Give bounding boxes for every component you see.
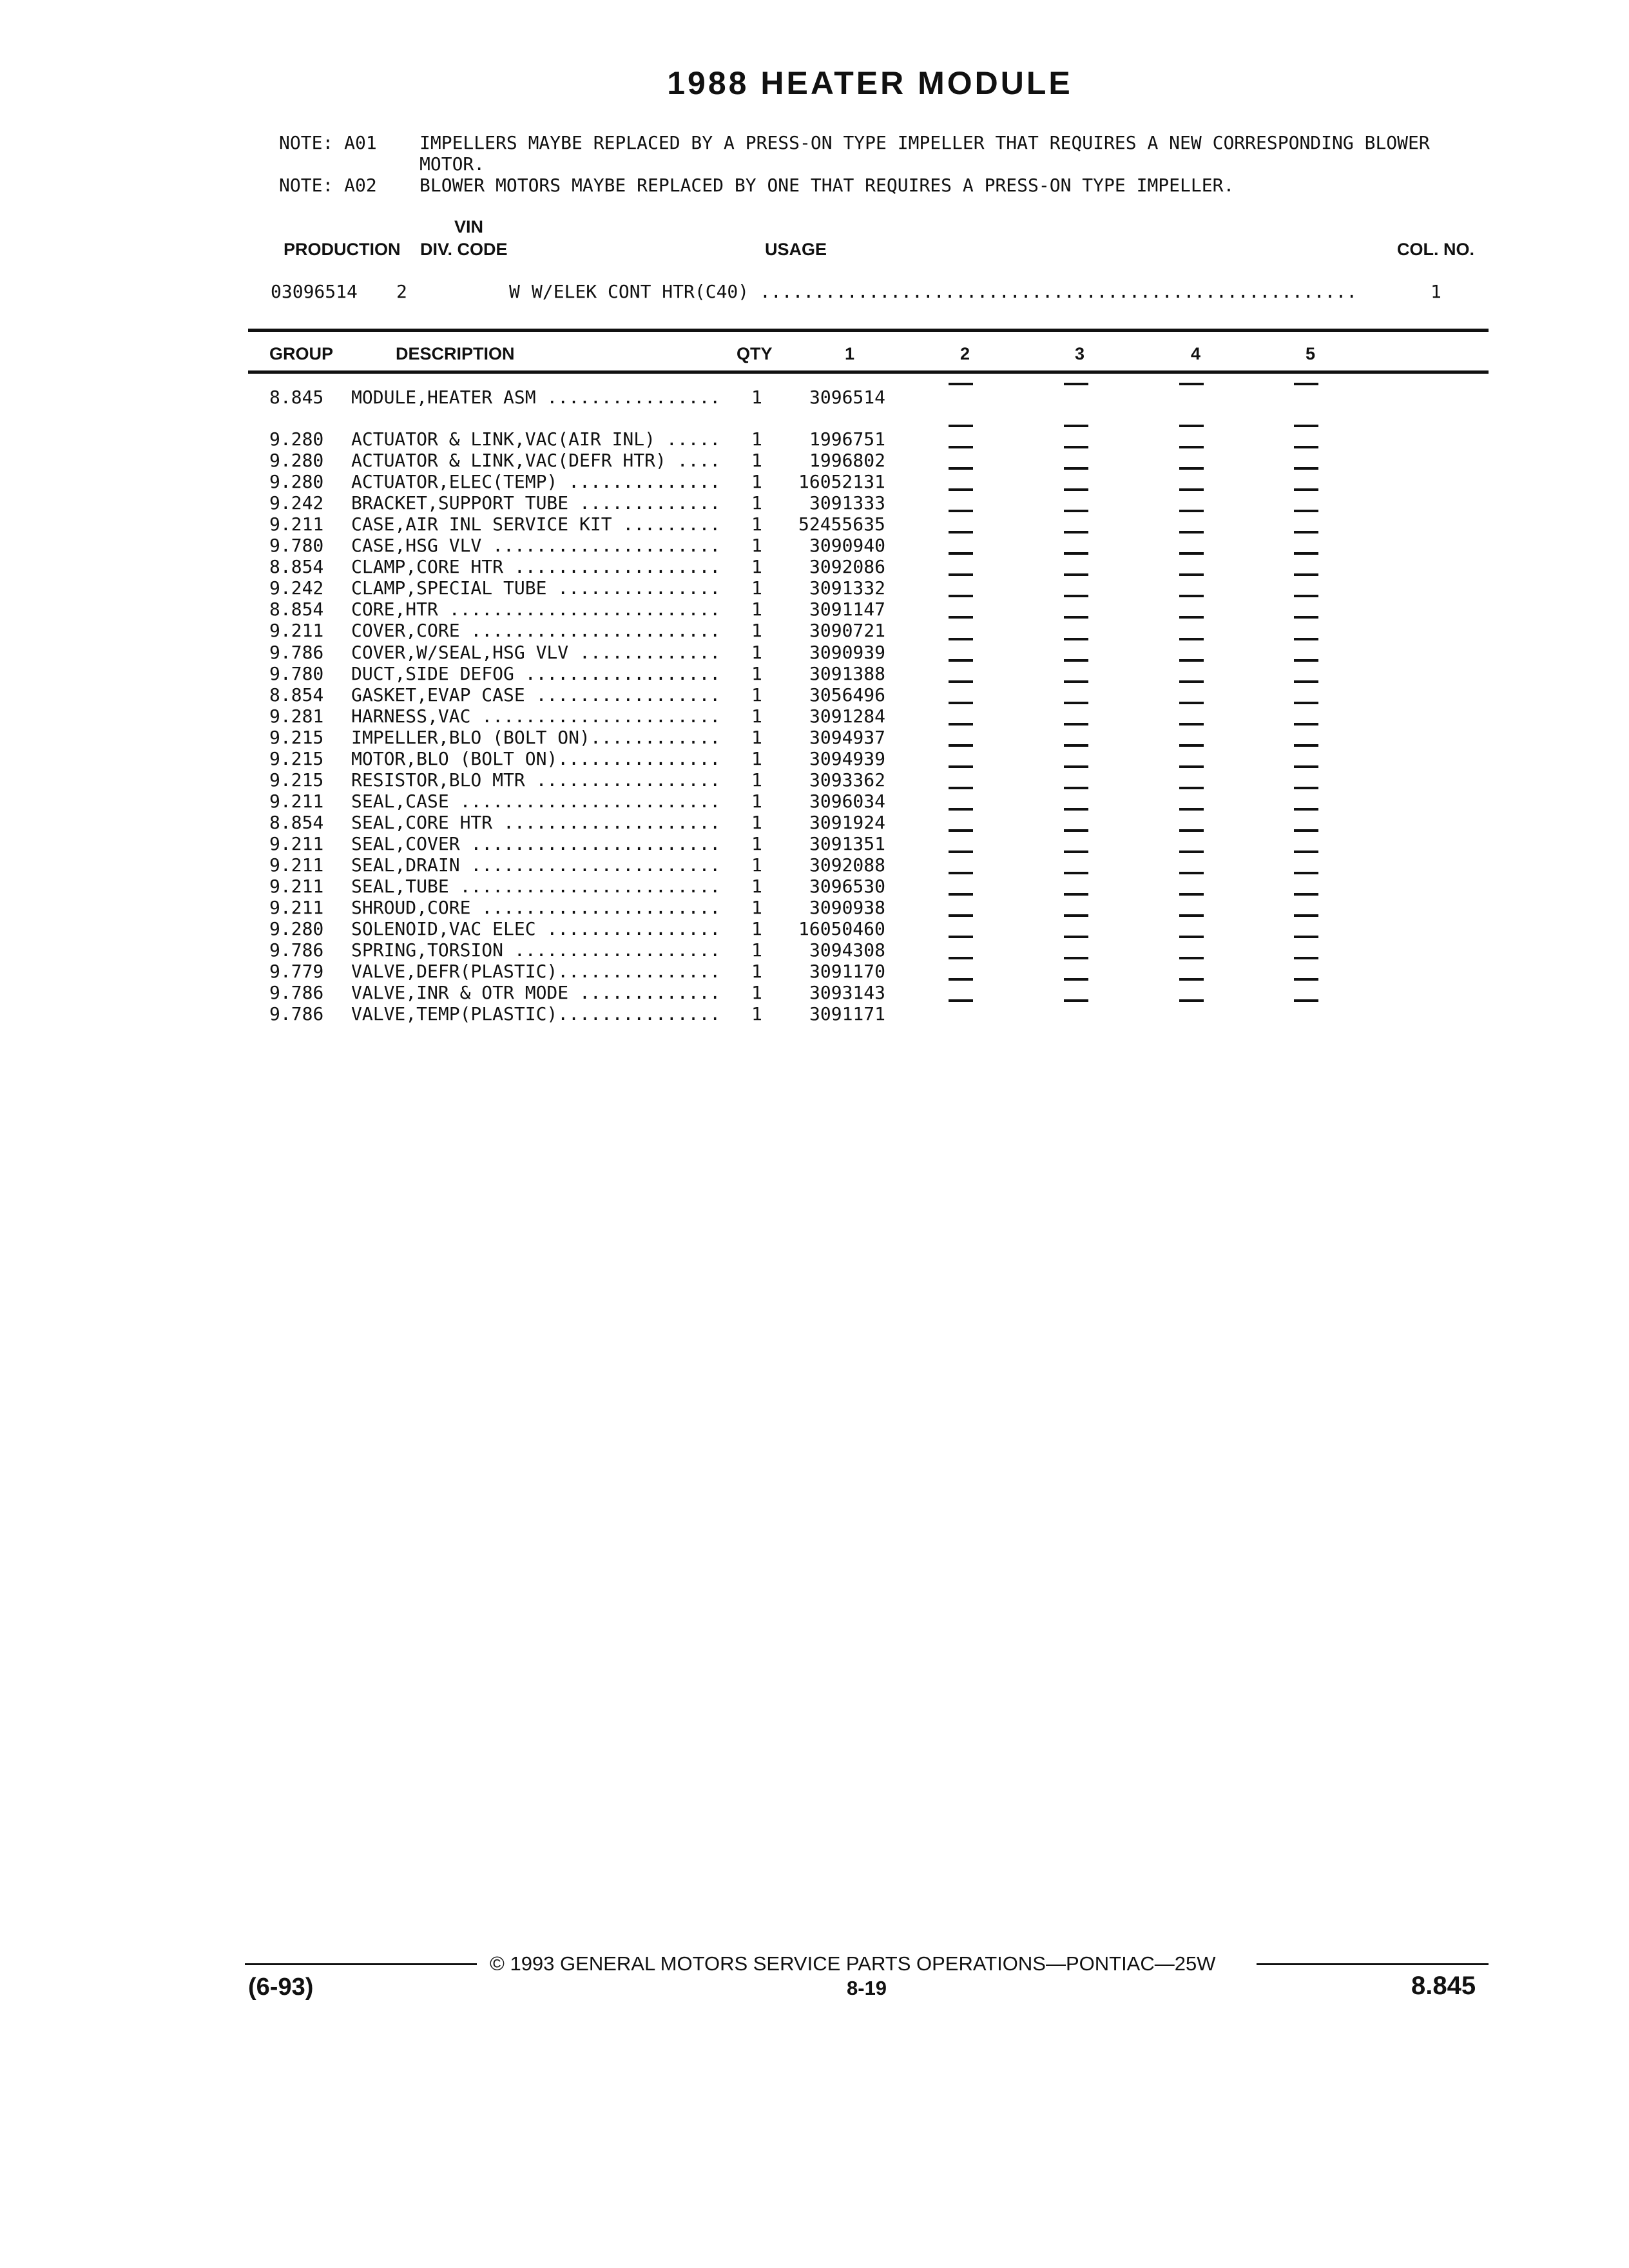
- not-applicable-dash: [1064, 595, 1088, 597]
- copyright-line: © 1993 GENERAL MOTORS SERVICE PARTS OPERATIONS—PONTIAC—25W: [490, 1952, 1216, 1975]
- not-applicable-dash: [1294, 552, 1318, 555]
- not-applicable-dash: [1294, 978, 1318, 981]
- table-row: [0, 620, 1629, 641]
- div-code-header: DIV. CODE: [420, 240, 508, 259]
- not-applicable-dash: [1064, 936, 1088, 938]
- row-qty: 1: [751, 897, 762, 919]
- row-description: COVER,W/SEAL,HSG VLV .............: [351, 641, 721, 663]
- row-description: SEAL,CASE ........................: [351, 790, 721, 812]
- not-applicable-dash: [1179, 850, 1204, 853]
- not-applicable-dash: [1294, 446, 1318, 448]
- row-qty: 1: [751, 918, 762, 940]
- not-applicable-dash: [1064, 850, 1088, 853]
- table-row: [0, 450, 1629, 471]
- table-row: [0, 1003, 1629, 1024]
- table-row: [0, 727, 1629, 748]
- not-applicable-dash: [949, 872, 973, 874]
- notes-block: [279, 132, 1503, 196]
- not-applicable-dash: [1294, 702, 1318, 704]
- row-part-number: 3091351: [809, 832, 886, 854]
- not-applicable-dash: [949, 744, 973, 747]
- not-applicable-dash: [1179, 936, 1204, 938]
- table-row: [0, 791, 1629, 812]
- not-applicable-dash: [1064, 446, 1088, 448]
- not-applicable-dash: [1179, 552, 1204, 555]
- row-description: SOLENOID,VAC ELEC ................: [351, 918, 721, 940]
- row-qty: 1: [751, 471, 762, 493]
- row-qty: 1: [751, 939, 762, 961]
- row-part-number: 3090938: [809, 897, 886, 919]
- row-group: 9.242: [269, 492, 324, 514]
- not-applicable-dash: [1294, 765, 1318, 768]
- not-applicable-dash: [949, 808, 973, 811]
- row-qty: 1: [751, 961, 762, 983]
- row-part-number: 3094939: [809, 747, 886, 769]
- not-applicable-dash: [1294, 893, 1318, 896]
- row-group: 8.854: [269, 556, 324, 578]
- not-applicable-dash: [1294, 872, 1318, 874]
- note-text: BLOWER MOTORS MAYBE REPLACED BY ONE THAT REQUIRES A PRESS-ON TYPE IMPELLER.: [419, 175, 1235, 196]
- row-qty: 1: [751, 705, 762, 727]
- row-description: CLAMP,SPECIAL TUBE ...............: [351, 577, 721, 599]
- page-number: 8-19: [847, 1977, 887, 1999]
- row-description: IMPELLER,BLO (BOLT ON)............: [351, 726, 721, 748]
- row-group: 9.211: [269, 620, 324, 642]
- row-group: 9.786: [269, 641, 324, 663]
- note-a02: [279, 175, 1503, 196]
- group-header: GROUP: [269, 344, 334, 363]
- row-description: SPRING,TORSION ...................: [351, 939, 721, 961]
- row-description: SEAL,CORE HTR ....................: [351, 811, 721, 833]
- qty-header: QTY: [737, 344, 773, 363]
- not-applicable-dash: [1179, 446, 1204, 448]
- not-applicable-dash: [949, 829, 973, 832]
- page-title: 1988 HEATER MODULE: [667, 65, 1073, 101]
- table-row: [0, 897, 1629, 918]
- row-group: 9.281: [269, 705, 324, 727]
- not-applicable-dash: [1179, 383, 1204, 385]
- not-applicable-dash: [949, 616, 973, 619]
- not-applicable-dash: [949, 936, 973, 938]
- production-number: 03096514: [271, 281, 358, 302]
- not-applicable-dash: [1294, 850, 1318, 853]
- not-applicable-dash: [1179, 872, 1204, 874]
- row-qty: 1: [751, 556, 762, 578]
- row-qty: 1: [751, 662, 762, 684]
- row-group: 9.780: [269, 535, 324, 557]
- table-row: [0, 961, 1629, 982]
- production-col-no: 1: [1431, 281, 1441, 302]
- not-applicable-dash: [1179, 595, 1204, 597]
- not-applicable-dash: [1294, 659, 1318, 662]
- revision-date: (6-93): [248, 1974, 314, 2001]
- row-group: 8.854: [269, 599, 324, 620]
- not-applicable-dash: [949, 595, 973, 597]
- row-part-number: 3090721: [809, 620, 886, 642]
- row-description: GASKET,EVAP CASE .................: [351, 684, 721, 706]
- row-qty: 1: [751, 832, 762, 854]
- row-part-number: 3091284: [809, 705, 886, 727]
- row-description: SEAL,TUBE ........................: [351, 876, 721, 898]
- row-part-number: 3056496: [809, 684, 886, 706]
- not-applicable-dash: [949, 680, 973, 683]
- not-applicable-dash: [949, 488, 973, 491]
- not-applicable-dash: [1294, 999, 1318, 1002]
- table-row: [0, 748, 1629, 769]
- row-part-number: 3092088: [809, 854, 886, 876]
- row-description: VALVE,INR & OTR MODE .............: [351, 982, 721, 1004]
- not-applicable-dash: [1179, 723, 1204, 726]
- not-applicable-dash: [1064, 531, 1088, 533]
- not-applicable-dash: [1064, 787, 1088, 789]
- not-applicable-dash: [1064, 488, 1088, 491]
- not-applicable-dash: [1064, 765, 1088, 768]
- row-part-number: 3094937: [809, 726, 886, 748]
- table-row: [0, 599, 1629, 620]
- row-qty: 1: [751, 684, 762, 706]
- table-row: [0, 577, 1629, 599]
- description-header: DESCRIPTION: [396, 344, 515, 363]
- not-applicable-dash: [1294, 829, 1318, 832]
- row-description: DUCT,SIDE DEFOG ..................: [351, 662, 721, 684]
- row-qty: 1: [751, 811, 762, 833]
- not-applicable-dash: [1064, 467, 1088, 470]
- not-applicable-dash: [1064, 872, 1088, 874]
- row-group: 9.280: [269, 918, 324, 940]
- production-header: PRODUCTION: [284, 240, 401, 259]
- usage-header: USAGE: [765, 240, 827, 259]
- column-3-header: 3: [1075, 344, 1085, 363]
- row-description: CASE,AIR INL SERVICE KIT .........: [351, 514, 721, 535]
- row-group: 9.280: [269, 428, 324, 450]
- table-row: [0, 982, 1629, 1003]
- row-group: 9.786: [269, 939, 324, 961]
- row-description: MOTOR,BLO (BOLT ON)...............: [351, 747, 721, 769]
- row-qty: 1: [751, 599, 762, 620]
- not-applicable-dash: [1179, 957, 1204, 959]
- note-label: NOTE: A02: [279, 175, 377, 196]
- note-text: IMPELLERS MAYBE REPLACED BY A PRESS-ON TYPE IMPELLER THAT REQUIRES A NEW CORRESPONDING BLOWER MOTOR.: [419, 132, 1430, 175]
- row-qty: 1: [751, 620, 762, 642]
- not-applicable-dash: [1294, 467, 1318, 470]
- row-part-number: 3094308: [809, 939, 886, 961]
- not-applicable-dash: [949, 446, 973, 448]
- row-qty: 1: [751, 387, 762, 408]
- not-applicable-dash: [1064, 957, 1088, 959]
- row-description: ACTUATOR,ELEC(TEMP) ..............: [351, 471, 721, 493]
- col-no-header: COL. NO.: [1397, 240, 1474, 259]
- table-row: [0, 812, 1629, 833]
- not-applicable-dash: [1294, 488, 1318, 491]
- not-applicable-dash: [1179, 467, 1204, 470]
- row-part-number: 16050460: [798, 918, 885, 940]
- row-description: BRACKET,SUPPORT TUBE .............: [351, 492, 721, 514]
- row-part-number: 3091924: [809, 811, 886, 833]
- not-applicable-dash: [949, 552, 973, 555]
- row-group: 9.215: [269, 769, 324, 791]
- not-applicable-dash: [1064, 680, 1088, 683]
- not-applicable-dash: [1294, 957, 1318, 959]
- table-row: [0, 918, 1629, 939]
- table-row: [0, 876, 1629, 897]
- not-applicable-dash: [1064, 573, 1088, 576]
- row-description: SEAL,DRAIN .......................: [351, 854, 721, 876]
- row-group: 9.215: [269, 726, 324, 748]
- row-part-number: 16052131: [798, 471, 885, 493]
- not-applicable-dash: [1064, 425, 1088, 427]
- not-applicable-dash: [1179, 765, 1204, 768]
- row-qty: 1: [751, 747, 762, 769]
- row-group: 9.211: [269, 854, 324, 876]
- table-row: [0, 556, 1629, 577]
- not-applicable-dash: [1064, 829, 1088, 832]
- row-description: MODULE,HEATER ASM ................: [351, 387, 721, 408]
- not-applicable-dash: [1179, 893, 1204, 896]
- table-row: [0, 684, 1629, 706]
- row-group: 9.211: [269, 897, 324, 919]
- row-description: CLAMP,CORE HTR ...................: [351, 556, 721, 578]
- table-top-rule: [248, 329, 1489, 332]
- not-applicable-dash: [949, 787, 973, 789]
- not-applicable-dash: [1064, 978, 1088, 981]
- not-applicable-dash: [1064, 914, 1088, 917]
- not-applicable-dash: [1179, 999, 1204, 1002]
- row-part-number: 52455635: [798, 514, 885, 535]
- row-qty: 1: [751, 876, 762, 898]
- row-part-number: 3090940: [809, 535, 886, 557]
- row-group: 9.280: [269, 450, 324, 472]
- row-group: 8.854: [269, 811, 324, 833]
- not-applicable-dash: [1179, 616, 1204, 619]
- not-applicable-dash: [1294, 638, 1318, 640]
- not-applicable-dash: [1179, 659, 1204, 662]
- row-part-number: 3090939: [809, 641, 886, 663]
- production-code: W: [509, 281, 520, 302]
- not-applicable-dash: [949, 638, 973, 640]
- not-applicable-dash: [1294, 425, 1318, 427]
- note-a01: [279, 132, 1503, 175]
- row-qty: 1: [751, 577, 762, 599]
- row-qty: 1: [751, 535, 762, 557]
- row-part-number: 3096514: [809, 387, 886, 408]
- table-row: [0, 514, 1629, 535]
- not-applicable-dash: [1179, 744, 1204, 747]
- not-applicable-dash: [949, 531, 973, 533]
- not-applicable-dash: [1064, 999, 1088, 1002]
- row-qty: 1: [751, 641, 762, 663]
- section-number: 8.845: [1411, 1972, 1476, 2000]
- not-applicable-dash: [1064, 659, 1088, 662]
- column-1-header: 1: [845, 344, 855, 363]
- not-applicable-dash: [1294, 787, 1318, 789]
- not-applicable-dash: [1064, 616, 1088, 619]
- row-part-number: 3091171: [809, 1003, 886, 1025]
- row-part-number: 3092086: [809, 556, 886, 578]
- row-part-number: 1996751: [809, 428, 886, 450]
- note-label: NOTE: A01: [279, 132, 377, 153]
- row-part-number: 3091170: [809, 961, 886, 983]
- not-applicable-dash: [1294, 723, 1318, 726]
- not-applicable-dash: [1179, 531, 1204, 533]
- not-applicable-dash: [1294, 573, 1318, 576]
- production-usage: W/ELEK CONT HTR(C40) .......................................................: [532, 281, 1358, 302]
- not-applicable-dash: [1294, 531, 1318, 533]
- row-part-number: 3091333: [809, 492, 886, 514]
- not-applicable-dash: [1179, 787, 1204, 789]
- row-part-number: 3093143: [809, 982, 886, 1004]
- row-description: VALVE,DEFR(PLASTIC)...............: [351, 961, 721, 983]
- not-applicable-dash: [949, 702, 973, 704]
- table-row: [0, 854, 1629, 876]
- table-row: [0, 387, 1629, 408]
- table-row: [0, 663, 1629, 684]
- not-applicable-dash: [949, 425, 973, 427]
- not-applicable-dash: [949, 510, 973, 512]
- not-applicable-dash: [1064, 383, 1088, 385]
- not-applicable-dash: [1179, 680, 1204, 683]
- row-part-number: 3096034: [809, 790, 886, 812]
- not-applicable-dash: [949, 383, 973, 385]
- not-applicable-dash: [1179, 808, 1204, 811]
- not-applicable-dash: [1064, 702, 1088, 704]
- row-group: 9.786: [269, 982, 324, 1004]
- row-qty: 1: [751, 726, 762, 748]
- footer-rule-left: [245, 1963, 477, 1965]
- row-part-number: 1996802: [809, 450, 886, 472]
- row-part-number: 3091332: [809, 577, 886, 599]
- row-description: RESISTOR,BLO MTR .................: [351, 769, 721, 791]
- row-description: CORE,HTR .........................: [351, 599, 721, 620]
- not-applicable-dash: [1294, 936, 1318, 938]
- row-qty: 1: [751, 769, 762, 791]
- table-row: [0, 471, 1629, 492]
- not-applicable-dash: [1179, 425, 1204, 427]
- row-qty: 1: [751, 492, 762, 514]
- table-row: [0, 833, 1629, 854]
- not-applicable-dash: [949, 999, 973, 1002]
- not-applicable-dash: [1179, 829, 1204, 832]
- row-qty: 1: [751, 982, 762, 1004]
- not-applicable-dash: [949, 893, 973, 896]
- table-row: [0, 642, 1629, 663]
- column-5-header: 5: [1306, 344, 1316, 363]
- not-applicable-dash: [949, 765, 973, 768]
- not-applicable-dash: [1294, 616, 1318, 619]
- row-description: ACTUATOR & LINK,VAC(AIR INL) .....: [351, 428, 721, 450]
- row-group: 9.211: [269, 514, 324, 535]
- not-applicable-dash: [1179, 702, 1204, 704]
- row-qty: 1: [751, 450, 762, 472]
- row-description: SHROUD,CORE ......................: [351, 897, 721, 919]
- not-applicable-dash: [949, 467, 973, 470]
- not-applicable-dash: [1294, 744, 1318, 747]
- row-description: COVER,CORE .......................: [351, 620, 721, 642]
- row-description: CASE,HSG VLV .....................: [351, 535, 721, 557]
- table-row: [0, 535, 1629, 556]
- row-group: 8.845: [269, 387, 324, 408]
- row-part-number: 3096530: [809, 876, 886, 898]
- column-2-header: 2: [960, 344, 970, 363]
- not-applicable-dash: [1064, 744, 1088, 747]
- not-applicable-dash: [949, 850, 973, 853]
- row-qty: 1: [751, 790, 762, 812]
- not-applicable-dash: [1179, 510, 1204, 512]
- not-applicable-dash: [949, 914, 973, 917]
- table-header-rule: [248, 370, 1489, 374]
- not-applicable-dash: [1294, 595, 1318, 597]
- not-applicable-dash: [1064, 638, 1088, 640]
- not-applicable-dash: [1294, 383, 1318, 385]
- row-group: 8.854: [269, 684, 324, 706]
- not-applicable-dash: [1179, 978, 1204, 981]
- row-group: 9.211: [269, 876, 324, 898]
- not-applicable-dash: [949, 957, 973, 959]
- row-qty: 1: [751, 514, 762, 535]
- not-applicable-dash: [1179, 638, 1204, 640]
- not-applicable-dash: [1179, 573, 1204, 576]
- table-row: [0, 939, 1629, 961]
- row-qty: 1: [751, 854, 762, 876]
- row-qty: 1: [751, 1003, 762, 1025]
- row-description: VALVE,TEMP(PLASTIC)...............: [351, 1003, 721, 1025]
- row-part-number: 3091147: [809, 599, 886, 620]
- table-row: [0, 492, 1629, 514]
- row-qty: 1: [751, 428, 762, 450]
- row-part-number: 3093362: [809, 769, 886, 791]
- not-applicable-dash: [1294, 510, 1318, 512]
- row-description: ACTUATOR & LINK,VAC(DEFR HTR) ....: [351, 450, 721, 472]
- row-group: 9.280: [269, 471, 324, 493]
- row-group: 9.211: [269, 832, 324, 854]
- not-applicable-dash: [1064, 893, 1088, 896]
- production-div: 2: [396, 281, 407, 302]
- row-group: 9.786: [269, 1003, 324, 1025]
- row-group: 9.242: [269, 577, 324, 599]
- vin-header: VIN: [454, 217, 484, 236]
- row-description: HARNESS,VAC ......................: [351, 705, 721, 727]
- row-group: 9.780: [269, 662, 324, 684]
- row-group: 9.779: [269, 961, 324, 983]
- column-4-header: 4: [1191, 344, 1201, 363]
- not-applicable-dash: [949, 723, 973, 726]
- table-row: [0, 428, 1629, 450]
- not-applicable-dash: [1064, 510, 1088, 512]
- row-group: 9.211: [269, 790, 324, 812]
- not-applicable-dash: [949, 573, 973, 576]
- not-applicable-dash: [949, 978, 973, 981]
- row-group: 9.215: [269, 747, 324, 769]
- row-part-number: 3091388: [809, 662, 886, 684]
- not-applicable-dash: [1064, 723, 1088, 726]
- not-applicable-dash: [1179, 488, 1204, 491]
- not-applicable-dash: [1294, 914, 1318, 917]
- not-applicable-dash: [949, 659, 973, 662]
- not-applicable-dash: [1064, 552, 1088, 555]
- not-applicable-dash: [1179, 914, 1204, 917]
- row-description: SEAL,COVER .......................: [351, 832, 721, 854]
- table-row: [0, 706, 1629, 727]
- not-applicable-dash: [1294, 808, 1318, 811]
- not-applicable-dash: [1064, 808, 1088, 811]
- not-applicable-dash: [1294, 680, 1318, 683]
- footer-rule-right: [1257, 1963, 1489, 1965]
- table-row: [0, 769, 1629, 791]
